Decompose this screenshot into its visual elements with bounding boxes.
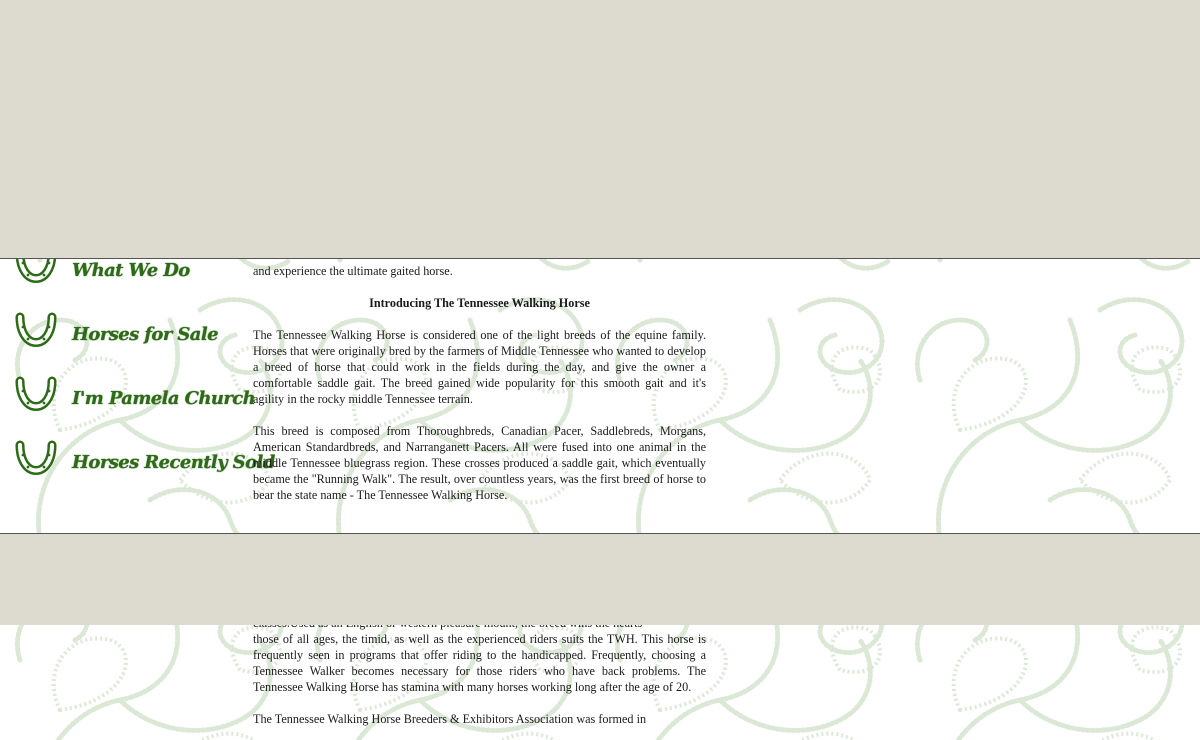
article-top-section	[253, 263, 706, 503]
article-heading: Introducing The Tennessee Walking Horse	[369, 296, 590, 310]
nav-item-about-pamela-church[interactable]	[14, 372, 256, 424]
horseshoe-icon	[14, 311, 58, 357]
nav-label-horses-for-sale: Horses for Sale	[72, 323, 218, 345]
nav-label-horses-recently-sold: Horses Recently Sold	[72, 451, 275, 473]
overlay-panel-top	[0, 0, 1200, 259]
paragraph-pleasure-mount: those of all ages, the timid, as well as the experienced riders suits the TWH. This horse is frequently seen in programs that offer riding to the handicapped. Frequently, choosing a Tennessee Walker becomes necessary for those riders who have back problems. The Tennessee Walking Horse has stamina with many horses working long after the age of 20.	[253, 632, 706, 694]
paragraph-breed-composition: This breed is composed from Thoroughbreds, Canadian Pacer, Saddlebreds, Morgans, American Standardbreds, and Narranganett Pacers. All were fused into one animal in the middle Tennessee bluegrass region. These crosses produced a saddle gait, which eventually became the "Running Walk". The result, over countless years, was the first breed of horse to bear the state name - The Tennessee Walking Horse.	[253, 424, 706, 502]
paragraph-association: The Tennessee Walking Horse Breeders & Exhibitors Association was formed in	[253, 712, 647, 726]
nav-item-horses-for-sale[interactable]	[14, 308, 239, 360]
intro-tail-text: and experience the ultimate gaited horse.	[253, 264, 453, 278]
overlay-panel-bottom	[0, 533, 1200, 625]
horseshoe-icon	[14, 439, 58, 485]
nav-item-horses-recently-sold[interactable]	[14, 436, 275, 488]
paragraph-origins: The Tennessee Walking Horse is considered one of the light breeds of the equine family. Horses that were originally bred by the farmers of Middle Tennessee who wanted to develop a breed of horse that could work in the fields during the day, and give the owner a comfortable saddle gait. The breed gained wide popularity for this smooth gait and it's agility in the rocky middle Tennessee terrain.	[253, 328, 706, 406]
article-bottom-section	[253, 615, 706, 727]
horseshoe-icon	[14, 375, 58, 421]
nav-label-pamela-church: I'm Pamela Church	[72, 387, 256, 409]
nav-label-what-we-do: What We Do	[72, 259, 190, 281]
